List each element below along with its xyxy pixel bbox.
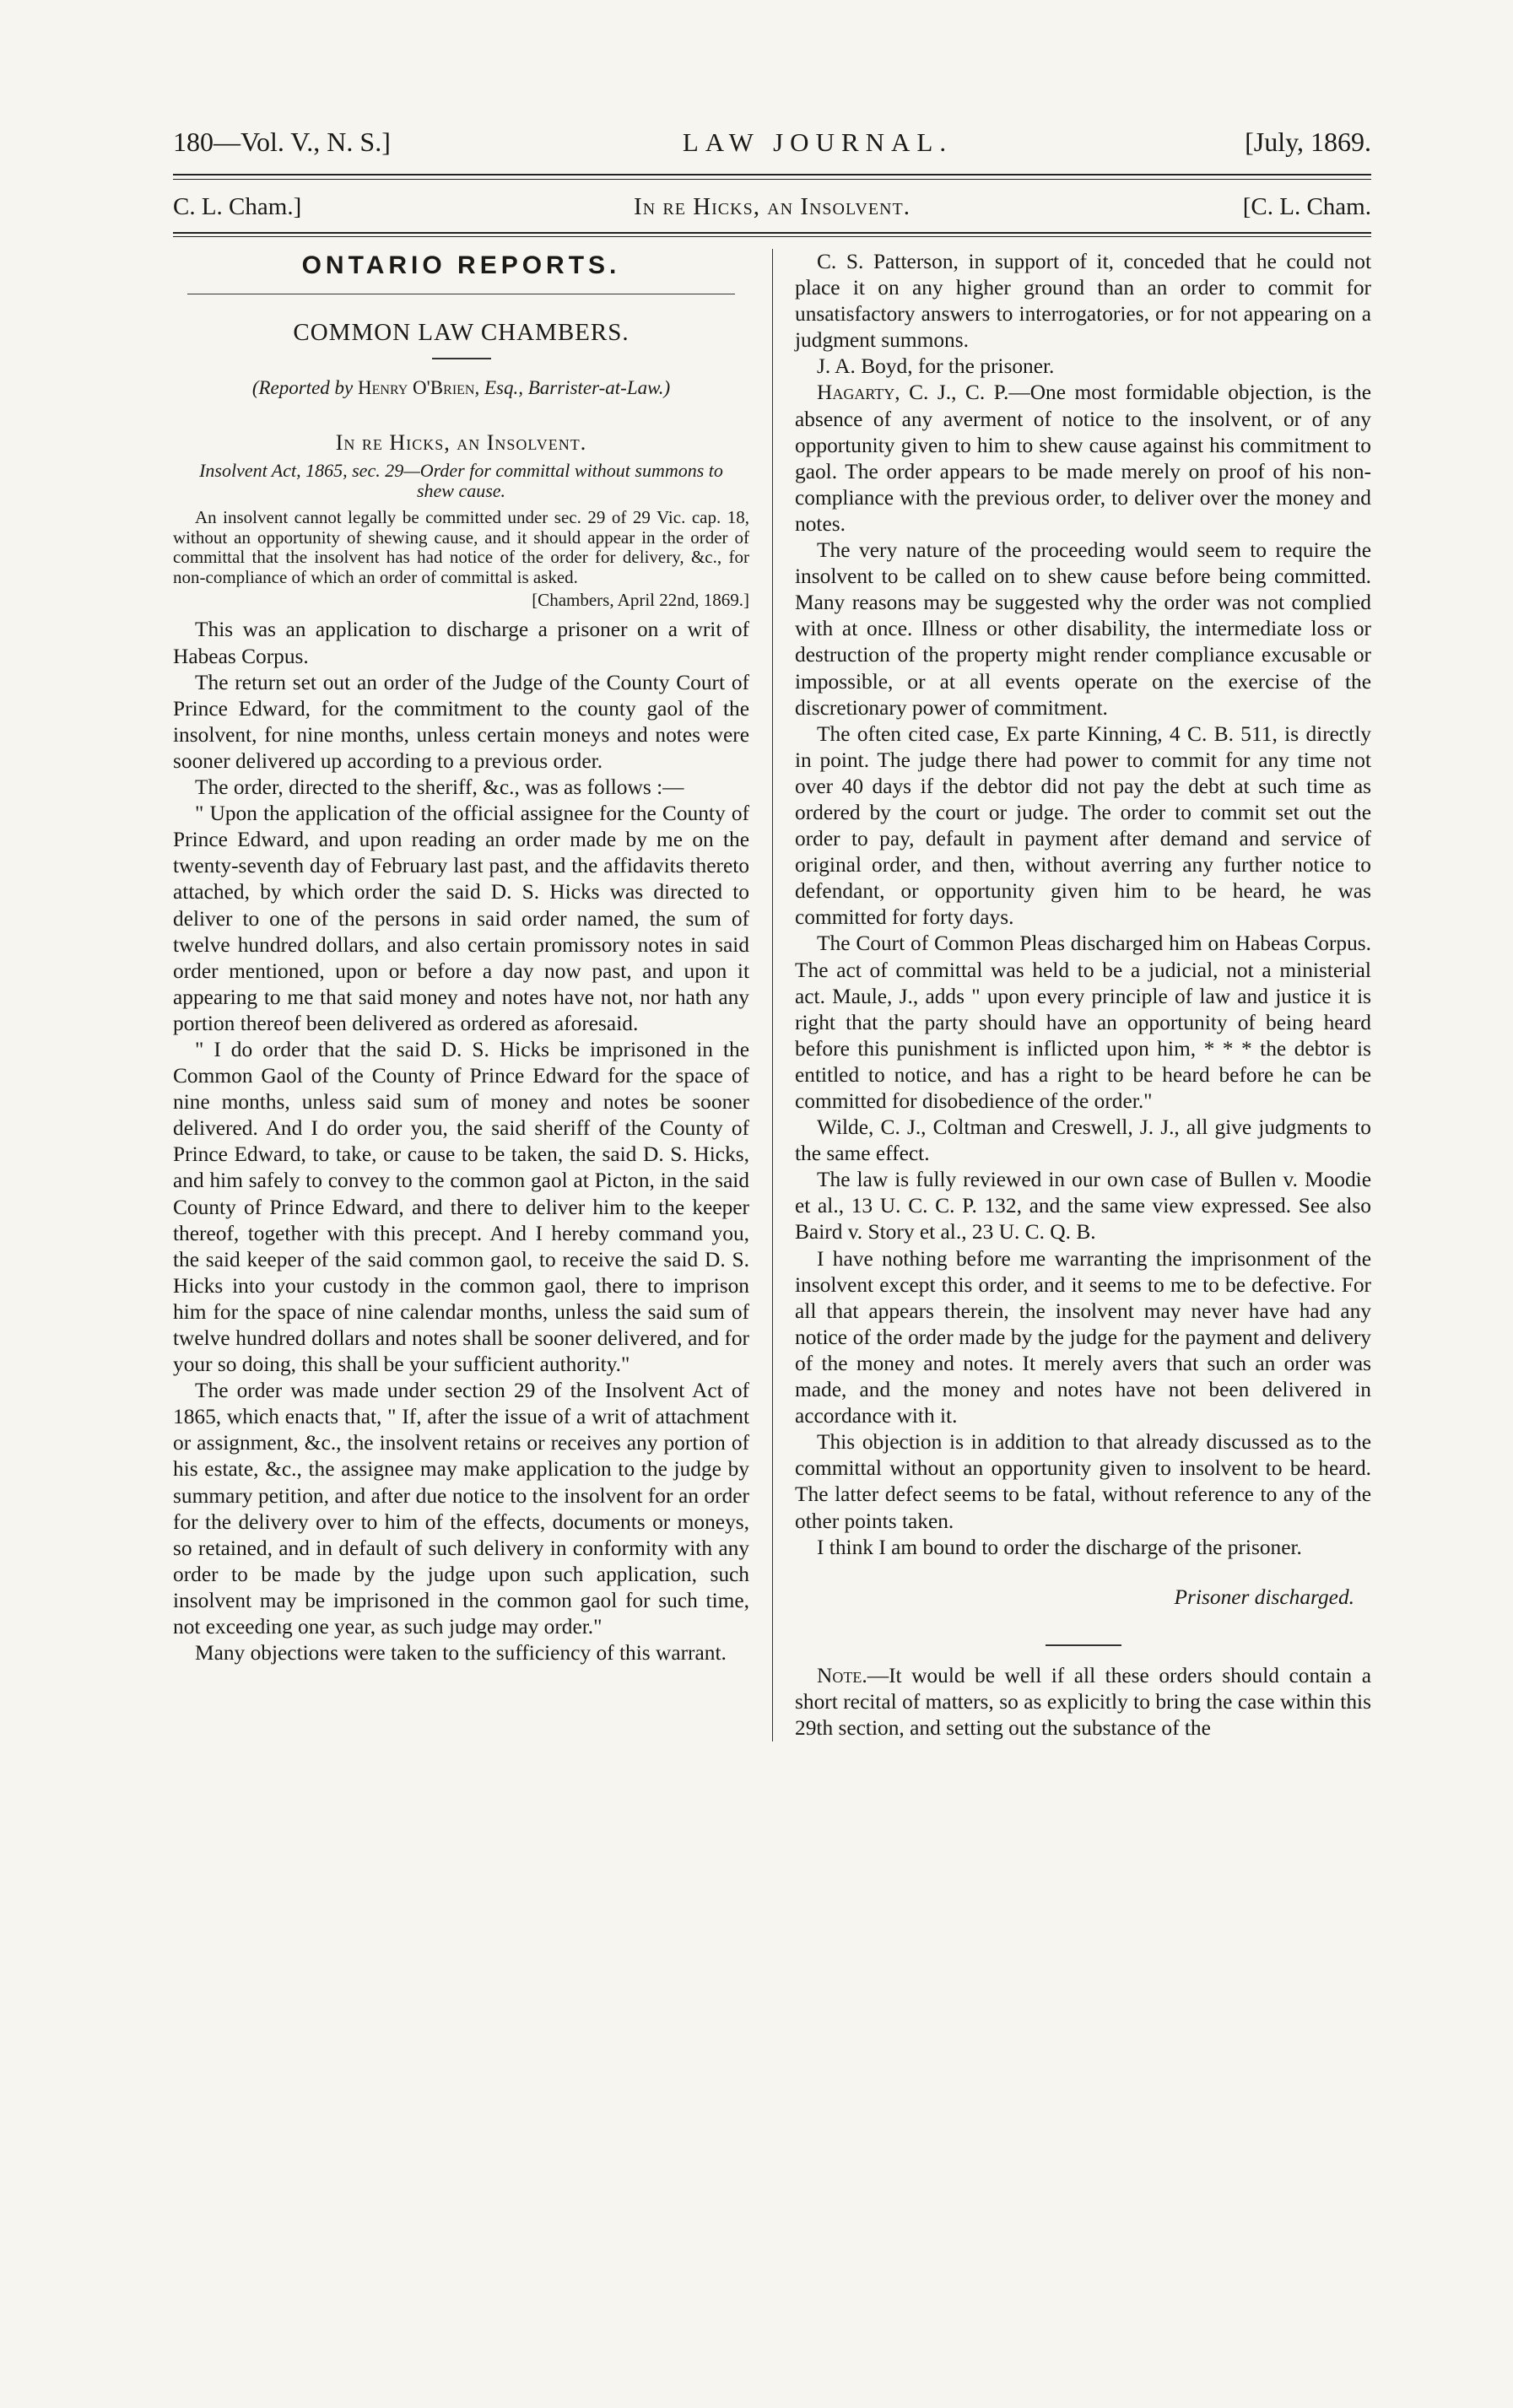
reporter-line (173, 375, 749, 401)
left-column (173, 249, 749, 1741)
header-date: [July, 1869. (1245, 127, 1371, 157)
court-title: COMMON LAW CHAMBERS. (293, 319, 630, 347)
reporter-prefix: (Reported by (251, 377, 359, 399)
paragraph: Many objections were taken to the sufficiency of this warrant. (195, 1641, 727, 1666)
paragraph: This was an application to discharge a prisoner on a writ of Habeas Corpus. (173, 618, 749, 668)
paragraph: J. A. Boyd, for the prisoner. (817, 354, 1055, 379)
headnote-date: [Chambers, April 22nd, 1869.] (532, 590, 749, 611)
two-column-body (173, 249, 1371, 1741)
case-title: In re Hicks, an Insolvent. (335, 430, 587, 456)
quoted-order-paragraph: " I do order that the said D. S. Hicks be imprisoned in the Common Gaol of the County of Prince Edward for the space of nine months, unless said sum of money and notes be sooner delivered. And I do order you, the said sheriff of the County of Prince Edward, to take, or cause to be taken, the said D. S. Hicks, and him safely to convey to the common gaol at Picton, in the said County of Prince Edward, and there to deliver him to the keeper thereof, together with this precept. And I hereby command you, the said keeper of the said common gaol, to receive the said D. S. Hicks into your custody in the common gaol, there to imprison him for the space of nine calendar months, unless the said sum of twelve hundred dollars and notes shall be sooner delivered, and for your so doing, this shall be your sufficient authority." (173, 1037, 749, 1377)
paragraph: I think I am bound to order the discharge of the prisoner. (817, 1535, 1302, 1559)
case-header (173, 193, 1371, 227)
reporter-name: Henry O'Brien (358, 377, 475, 399)
judgment-text: —One most formidable objection, is the absence of any averment of notice to the insolvent, or of any opportunity given to him to shew cause against his commitment to gaol. The order appears to be made merely on proof of his non-compliance with the previous order, to deliver over the money and notes. (795, 381, 1371, 536)
case-header-right: [C. L. Cham. (1242, 193, 1371, 220)
editorial-note (795, 1663, 1371, 1741)
right-column (795, 249, 1371, 1741)
note-text: —It would be well if all these orders should contain a short recital of matters, so as explicitly to bring the case within this 29th section, and setting out the substance of the (795, 1663, 1371, 1740)
paragraph: The often cited case, Ex parte Kinning, 4 C. B. 511, is directly in point. The judge there had power to commit for any time not over 40 days if the debtor did not pay the debt at such time as ordered by the court or judge. The order to commit set out the order to pay, default in payment after demand and service of original order, and then, without averring any further notice to defendant, or opportunity given him to be heard, he was committed for forty days. (795, 721, 1371, 930)
header-volume: 180—Vol. V., N. S.] (173, 127, 391, 157)
case-header-title: In re Hicks, an Insolvent. (634, 193, 911, 220)
judge-name: Hagarty, C. J., C. P. (817, 381, 1009, 405)
section-title: ONTARIO REPORTS. (301, 251, 621, 279)
paragraph: Wilde, C. J., Coltman and Creswell, J. J., all give judgments to the same effect. (795, 1115, 1371, 1166)
paragraph: I have nothing before me warranting the imprisonment of the insolvent except this order, and it seems to me to be defective. For all that appears therein, the insolvent may never have had any notice of the order made by the judge for the payment and delivery of the money and notes. It merely avers that such an order was made, and the money and notes have not been delivered in accordance with it. (795, 1246, 1371, 1428)
paragraph: The Court of Common Pleas discharged him on Habeas Corpus. The act of committal was held to be a judicial, not a ministerial act. Maule, J., adds " upon every principle of law and justice it is right that the party should have an opportunity of being heard before this punishment is inflicted upon him, * * * the debtor is entitled to notice, and has a right to be heard before he can be committed for disobedience of the order." (795, 931, 1371, 1113)
headnote: An insolvent cannot legally be committed under sec. 29 of 29 Vic. cap. 18, without an opportunity of shewing cause, and it should appear in the order of committal that the insolvent has had notice of the order for delivery, &c., for non-compliance of which an order of committal is asked. (173, 507, 749, 587)
paragraph: The very nature of the proceeding would seem to require the insolvent to be called on to shew cause before being committed. Many reasons may be suggested why the order was not complied with at once. Illness or other disability, the intermediate loss or destruction of the property might render compliance excusable or impossible, or at all events operate on the exercise of the discretionary power of commitment. (795, 538, 1371, 720)
case-subtitle: Insolvent Act, 1865, sec. 29—Order for committal without summons to shew cause. (199, 460, 723, 502)
case-header-left: C. L. Cham.] (173, 193, 302, 220)
paragraph: The law is fully reviewed in our own case of Bullen v. Moodie et al., 13 U. C. C. P. 132, and the same view expressed. See also Baird v. Story et al., 23 U. C. Q. B. (795, 1168, 1371, 1244)
paragraph: The return set out an order of the Judge of the County Court of Prince Edward, for the commitment to the county gaol of the insolvent, for nine months, unless certain moneys and notes were sooner delivered up according to a previous order. (173, 670, 749, 773)
journal-page (173, 127, 1371, 1741)
judgment-paragraph (795, 380, 1371, 537)
quoted-order-paragraph: " Upon the application of the official assignee for the County of Prince Edward, and upon reading an order made by me on the twenty-seventh day of February last past, and the affidavits thereto attached, by which order the said D. S. Hicks was directed to deliver to one of the persons in said order named, the sum of twelve hundred dollars, and also certain promissory notes in said order mentioned, upon or before a day now past, and upon it appearing to me that said money and notes have not, nor hath any portion thereof been delivered as ordered as aforesaid. (173, 802, 749, 1035)
reporter-suffix: , Esq., Barrister-at-Law.) (474, 377, 671, 399)
end-rule (1046, 1644, 1121, 1646)
header-rule (173, 174, 1371, 180)
court-rule (432, 358, 491, 359)
paragraph: The order, directed to the sheriff, &c., was as follows :— (195, 775, 684, 800)
column-divider (772, 249, 773, 1741)
paragraph: This objection is in addition to that already discussed as to the committal without an opportunity given to insolvent to be heard. The latter defect seems to be fatal, without reference to any of the other points taken. (795, 1430, 1371, 1533)
note-label: Note. (817, 1663, 867, 1687)
running-header (173, 127, 1371, 164)
disposition: Prisoner discharged. (1174, 1585, 1354, 1609)
case-header-rule (173, 232, 1371, 237)
paragraph: C. S. Patterson, in support of it, conceded that he could not place it on any higher ground than an order to commit for unsatisfactory answers to interrogatories, or for not appearing on a judgment summons. (795, 250, 1371, 353)
header-journal-title: LAW JOURNAL. (682, 127, 954, 157)
paragraph: The order was made under section 29 of the Insolvent Act of 1865, which enacts that, " If, after the issue of a writ of attachment or assignment, &c., the insolvent retains or receives any portion of his estate, &c., the assignee may make application to the judge by summary petition, and after due notice to the insolvent for an order for the delivery over to him of the effects, documents or moneys, so retained, and in default of such delivery in conformity with any order to be made by the judge upon such application, such insolvent may be imprisoned in the common gaol for such time, not exceeding one year, as such judge may order." (173, 1379, 749, 1639)
